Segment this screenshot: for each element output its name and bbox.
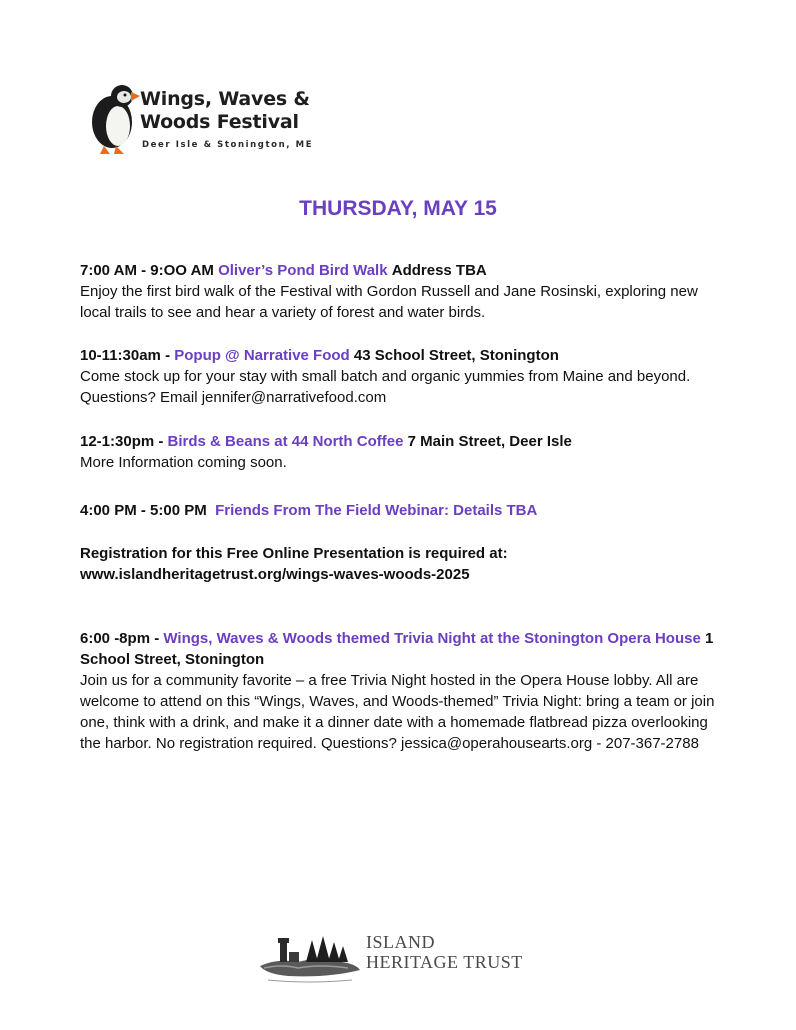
event-1	[80, 260, 720, 323]
festival-logo	[84, 76, 314, 158]
island-heritage-trust-logo	[258, 928, 538, 986]
event-description: More Information coming soon.	[80, 454, 287, 471]
puffin-icon	[84, 80, 140, 156]
event-3	[80, 431, 720, 473]
event-time: 10-11:30am -	[80, 347, 171, 364]
lighthouse-island-icon	[258, 928, 362, 984]
logo-title-line2: Woods Festival	[140, 111, 299, 133]
logo-title-line1: Wings, Waves &	[140, 88, 310, 110]
event-time: 12-1:30pm -	[80, 433, 164, 450]
footer-line1: ISLAND	[366, 932, 435, 952]
event-location: 1 School Street, Stonington	[80, 630, 714, 668]
event-location: Address TBA	[391, 262, 487, 279]
event-location: 7 Main Street, Deer Isle	[407, 433, 572, 450]
event-title: Friends From The Field Webinar: Details TBA	[215, 502, 538, 519]
event-title: Birds & Beans at 44 North Coffee	[167, 433, 404, 450]
event-4-registration	[80, 543, 720, 585]
event-time: 7:00 AM - 9:OO AM	[80, 262, 214, 279]
event-title: Wings, Waves & Woods themed Trivia Night at the Stonington Opera House	[163, 630, 701, 647]
event-description: Join us for a community favorite – a free Trivia Night hosted in the Opera House lobby. All are welcome to attend on this “Wings, Waves, and Woods-themed” Trivia Night: bring a team or join one, think with a drink, and make it a dinner date with a homemade flatbread pizza overlooking the harbor. No registration required. Questions? jessica@operahousearts.org - 207-367-2788	[80, 672, 715, 752]
day-title: THURSDAY, MAY 15	[299, 197, 497, 220]
event-time: 4:00 PM - 5:00 PM	[80, 502, 207, 519]
registration-link[interactable]: www.islandheritagetrust.org/wings-waves-woods-2025	[80, 566, 470, 583]
footer-line2: HERITAGE TRUST	[366, 952, 523, 972]
registration-text: Registration for this Free Online Presentation is required at:	[80, 545, 508, 562]
event-location: 43 School Street, Stonington	[353, 347, 559, 364]
event-2	[80, 345, 720, 408]
event-time: 6:00 -8pm -	[80, 630, 160, 647]
event-description: Come stock up for your stay with small batch and organic yummies from Maine and beyond. Questions? Email jennifer@narrativefood.com	[80, 368, 691, 406]
event-title: Oliver’s Pond Bird Walk	[218, 262, 388, 279]
logo-subtitle: Deer Isle & Stonington, ME	[142, 140, 314, 150]
event-4	[80, 500, 720, 521]
event-description: Enjoy the first bird walk of the Festival with Gordon Russell and Jane Rosinski, exploring new local trails to see and hear a variety of forest and water birds.	[80, 283, 698, 321]
event-5	[80, 628, 720, 754]
event-title: Popup @ Narrative Food	[174, 347, 350, 364]
